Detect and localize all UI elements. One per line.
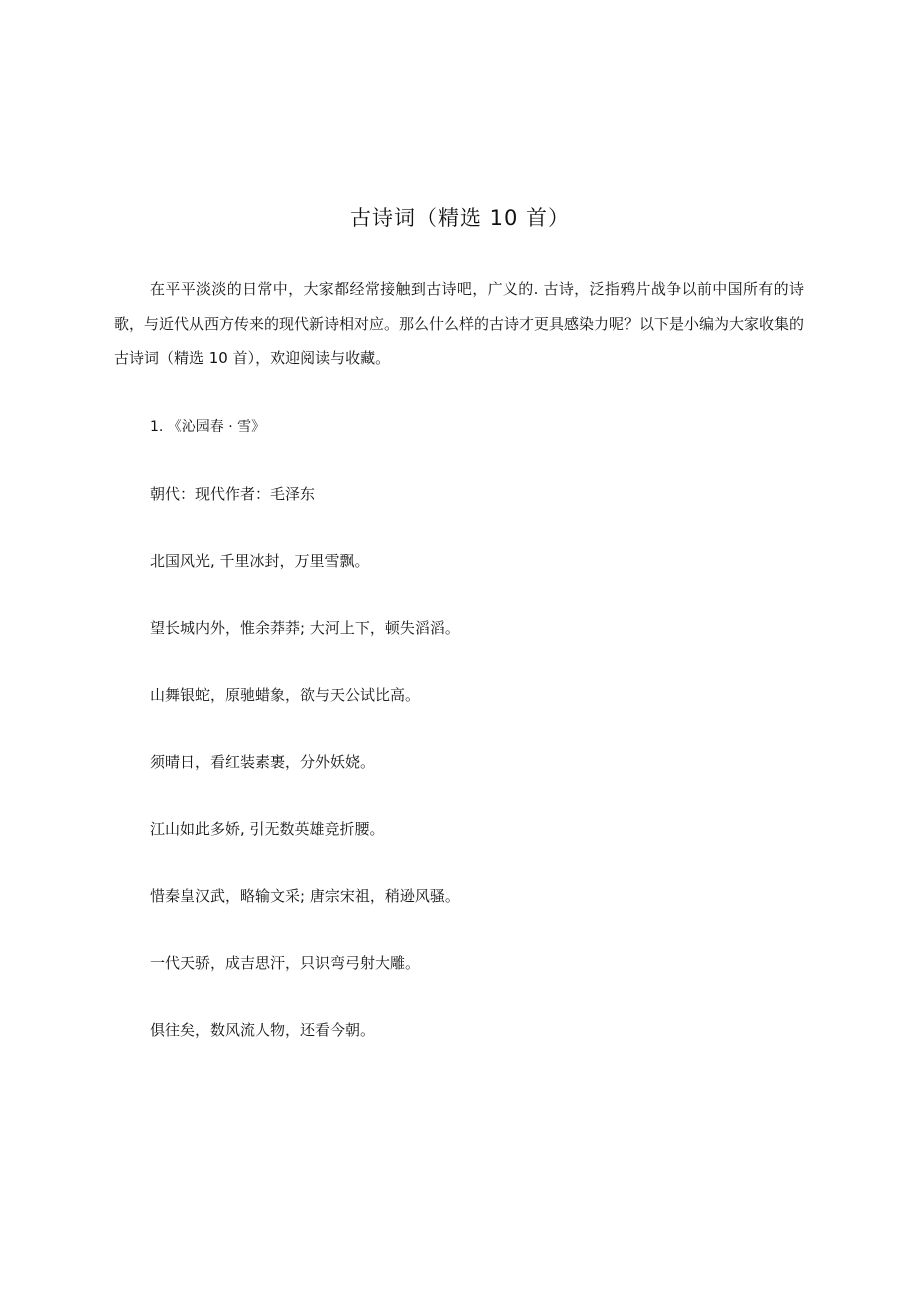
poem-line: 北国风光, 千里冰封，万里雪飘。 xyxy=(150,552,370,570)
poem-heading: 1. 《沁园春 · 雪》 xyxy=(150,419,266,435)
page-title: 古诗词（精选 10 首） xyxy=(349,206,571,230)
poem-line: 江山如此多娇, 引无数英雄竞折腰。 xyxy=(150,820,385,838)
poem-line: 惜秦皇汉武，略输文采; 唐宗宋祖，稍逊风骚。 xyxy=(150,887,460,905)
poem-line: 望长城内外，惟余莽莽; 大河上下，顿失滔滔。 xyxy=(150,619,460,637)
poem-dynasty-author: 朝代：现代作者：毛泽东 xyxy=(150,485,316,503)
poem-line: 须晴日，看红装素裹，分外妖娆。 xyxy=(150,753,376,771)
poem-line: 山舞银蛇，原驰蜡象，欲与天公试比高。 xyxy=(150,686,421,704)
poem-line: 俱往矣，数风流人物，还看今朝。 xyxy=(150,1021,376,1039)
poem-line: 一代天骄，成吉思汗，只识弯弓射大雕。 xyxy=(150,954,421,972)
intro-paragraph: 在平平淡淡的日常中，大家都经常接触到古诗吧，广义的. 古诗，泛指鸦片战争以前中国所有的诗歌，与近代从西方传来的现代新诗相对应。那么什么样的古诗才更具感染力呢？以下是小编为大家收集的古诗词（精选 10 首），欢迎阅读与收藏。 xyxy=(114,280,805,367)
